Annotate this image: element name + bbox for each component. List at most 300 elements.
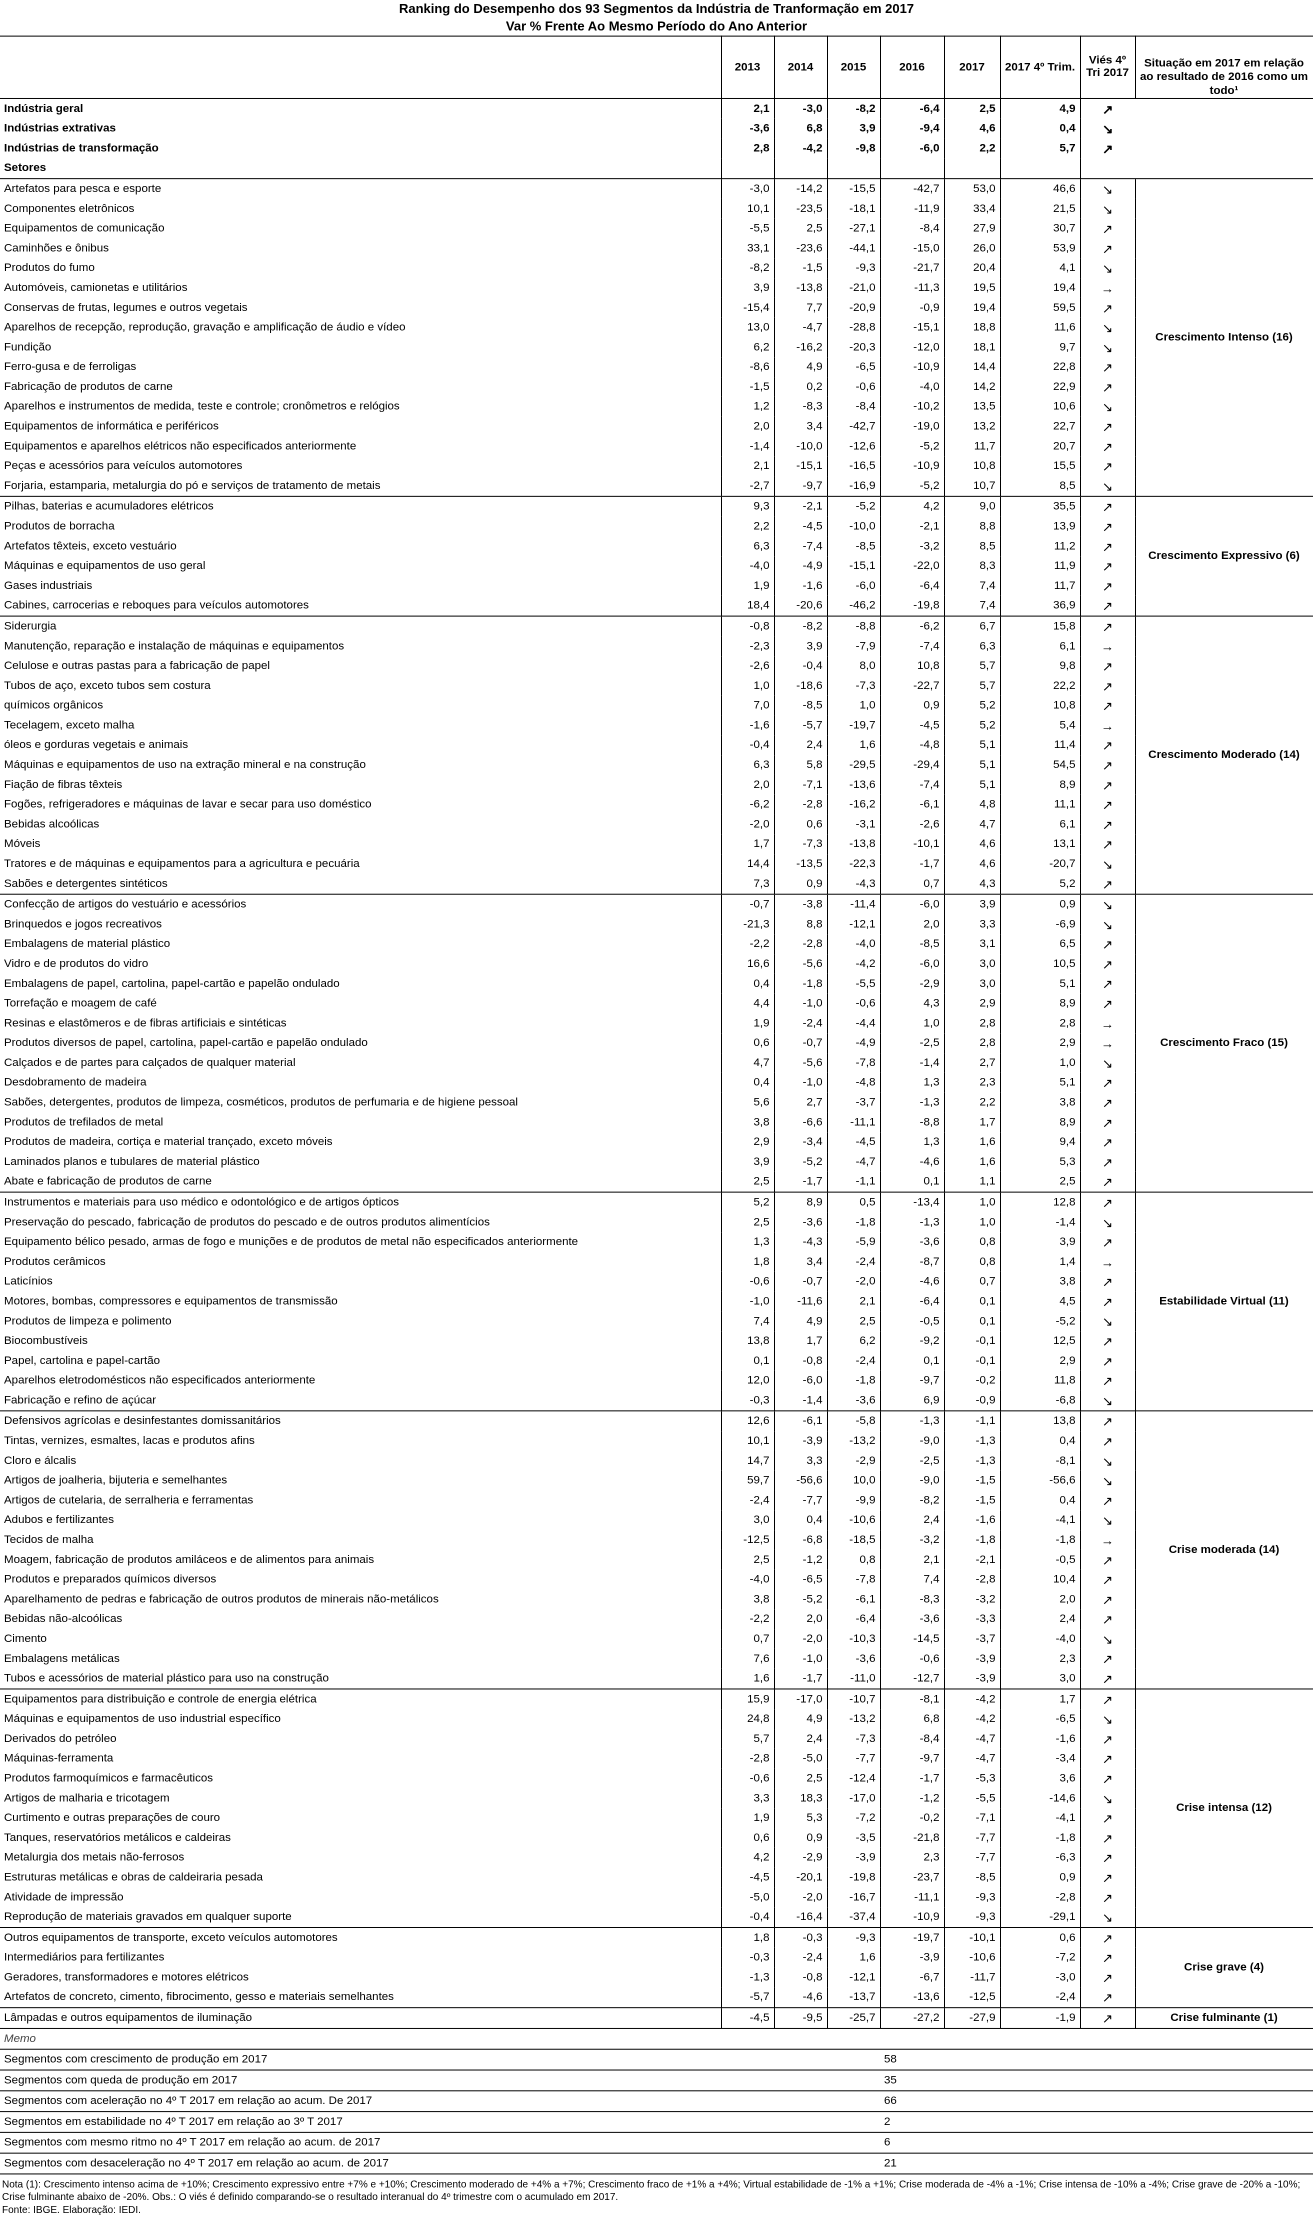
value-cell: -3,8 [774, 894, 827, 914]
value-cell: -1,7 [880, 1769, 944, 1789]
value-cell: 0,7 [880, 874, 944, 894]
report-title: Ranking do Desempenho dos 93 Segmentos da Indústria de Tranformação em 2017 [398, 0, 915, 16]
value-cell: 5,1 [1000, 1073, 1080, 1093]
table-row [0, 1769, 1313, 1789]
bias-up-icon: ↗ [1080, 755, 1135, 775]
bias-flat-icon: → [1080, 1013, 1135, 1033]
bias-up-icon: ↗ [1080, 1371, 1135, 1391]
value-cell: 1,2 [721, 397, 774, 417]
value-cell: -4,3 [774, 1232, 827, 1252]
value-cell: 3,0 [944, 974, 1000, 994]
value-cell: -1,6 [1000, 1729, 1080, 1749]
table-row [0, 397, 1313, 417]
value-cell: -4,6 [880, 1272, 944, 1292]
table-row [0, 1491, 1313, 1511]
bias-up-icon: ↗ [1080, 1729, 1135, 1749]
value-cell: -1,1 [827, 1172, 880, 1192]
table-row [0, 775, 1313, 795]
table-row [0, 795, 1313, 815]
table-row [0, 1431, 1313, 1451]
aggregate-row [0, 119, 1313, 139]
value-cell: -20,3 [827, 337, 880, 357]
value-cell: -7,7 [944, 1848, 1000, 1868]
value-cell: 3,0 [944, 954, 1000, 974]
value-cell: 1,0 [944, 1212, 1000, 1232]
segment-name: Pilhas, baterias e acumuladores elétricos [0, 496, 721, 516]
table-row [0, 1033, 1313, 1053]
segment-name: Componentes eletrônicos [4, 202, 135, 215]
summary-label: Segmentos com crescimento de produção em 2017 [0, 2049, 880, 2070]
value-cell: 54,5 [1000, 755, 1080, 775]
value-cell: -0,5 [1000, 1550, 1080, 1570]
value-cell: -6,0 [880, 954, 944, 974]
bias-down-icon: ↘ [1080, 1788, 1135, 1808]
value-cell: -19,8 [827, 1868, 880, 1888]
value-cell: 5,1 [1000, 974, 1080, 994]
value-cell: -2,3 [721, 636, 774, 656]
value-cell: -9,3 [944, 1887, 1000, 1907]
bias-up-icon: ↗ [1080, 377, 1135, 397]
value-cell: -6,1 [827, 1590, 880, 1610]
value-cell: -0,3 [774, 1928, 827, 1948]
value-cell: -22,7 [880, 676, 944, 696]
bias-up-icon: ↗ [1080, 239, 1135, 259]
value-cell: -5,7 [774, 716, 827, 736]
value-cell: -8,4 [880, 219, 944, 239]
bias-up-icon: ↗ [1080, 656, 1135, 676]
value-cell: 1,6 [721, 1669, 774, 1689]
value-cell: -9,3 [827, 258, 880, 278]
value-cell: -0,4 [721, 735, 774, 755]
value-cell: -14,5 [880, 1629, 944, 1649]
empty-cell [944, 2049, 1313, 2070]
value-cell: 6,3 [944, 636, 1000, 656]
value-cell: 10,5 [1000, 954, 1080, 974]
value-cell: 4,9 [1000, 98, 1080, 118]
table-row [0, 1510, 1313, 1530]
bias-up-icon: ↗ [1080, 1749, 1135, 1769]
value-cell: -1,3 [944, 1451, 1000, 1471]
value-cell: -4,4 [827, 1013, 880, 1033]
value-cell: -10,1 [944, 1928, 1000, 1948]
value-cell: -0,1 [944, 1331, 1000, 1351]
value-cell: -0,6 [721, 1272, 774, 1292]
value-cell: -5,5 [721, 219, 774, 239]
table-row [0, 815, 1313, 835]
value-cell: -2,9 [880, 974, 944, 994]
value-cell: 2,9 [1000, 1033, 1080, 1053]
summary-row [0, 2091, 1313, 2112]
value-cell: -5,2 [827, 496, 880, 516]
bias-up-icon: ↗ [1080, 1073, 1135, 1093]
segment-name: Equipamentos de comunicação [4, 222, 165, 235]
value-cell: -5,2 [774, 1152, 827, 1172]
segment-name: Papel, cartolina e papel-cartão [4, 1354, 160, 1367]
value-cell: -8,4 [880, 1729, 944, 1749]
segment-name: Fiação de fibras têxteis [4, 778, 123, 791]
value-cell: -10,9 [880, 456, 944, 476]
value-cell: -13,8 [827, 834, 880, 854]
bias-up-icon: ↗ [1080, 1987, 1135, 2007]
bias-up-icon: ↗ [1080, 1669, 1135, 1689]
value-cell: 14,2 [944, 377, 1000, 397]
value-cell: -7,2 [1000, 1948, 1080, 1968]
value-cell: 22,2 [1000, 676, 1080, 696]
value-cell: -5,7 [721, 1987, 774, 2007]
value-cell: -11,6 [774, 1292, 827, 1312]
value-cell: 2,9 [944, 994, 1000, 1014]
value-cell: 6,7 [944, 616, 1000, 636]
value-cell: -16,9 [827, 476, 880, 496]
memo-row [0, 2028, 1313, 2049]
value-cell: -4,5 [721, 2008, 774, 2029]
value-cell: -10,3 [827, 1629, 880, 1649]
value-cell: -1,2 [880, 1788, 944, 1808]
segment-name: Manutenção, reparação e instalação de máquinas e equipamentos [4, 639, 345, 652]
value-cell: 6,5 [1000, 934, 1080, 954]
value-cell: -6,4 [880, 1292, 944, 1312]
table-row [0, 1530, 1313, 1550]
value-cell: 3,8 [721, 1590, 774, 1610]
value-cell: -1,0 [774, 1649, 827, 1669]
value-cell: 24,8 [721, 1709, 774, 1729]
value-cell: -1,7 [880, 854, 944, 874]
value-cell: 6,3 [721, 536, 774, 556]
value-cell: -2,9 [827, 1451, 880, 1471]
value-cell: 2,5 [721, 1212, 774, 1232]
value-cell: -1,7 [774, 1172, 827, 1192]
value-cell: 4,2 [880, 496, 944, 516]
value-cell: -10,2 [880, 397, 944, 417]
value-cell: 10,6 [1000, 397, 1080, 417]
value-cell: -7,1 [944, 1808, 1000, 1828]
segment-name: Lâmpadas e outros equipamentos de iluminação [0, 2008, 721, 2029]
bias-up-icon: ↗ [1080, 139, 1135, 159]
value-cell: -27,2 [880, 2008, 944, 2029]
value-cell: 2,8 [721, 139, 774, 159]
segment-name: Produtos do fumo [4, 261, 95, 274]
value-cell: 10,1 [721, 199, 774, 219]
value-cell: -8,7 [880, 1252, 944, 1272]
value-cell: -3,6 [827, 1391, 880, 1411]
value-cell: -9,7 [880, 1749, 944, 1769]
value-cell: 16,6 [721, 954, 774, 974]
bias-flat-icon: → [1080, 636, 1135, 656]
value-cell: -1,3 [880, 1411, 944, 1431]
value-cell: -21,8 [880, 1828, 944, 1848]
segment-name: Artigos de joalheria, bijuteria e semelhantes [4, 1474, 228, 1487]
value-cell: -1,3 [880, 1212, 944, 1232]
bias-up-icon: ↗ [1080, 1411, 1135, 1431]
value-cell: 11,1 [1000, 795, 1080, 815]
segment-name: Aparelhos e instrumentos de medida, teste e controle; cronômetros e relógios [4, 400, 400, 413]
value-cell: 7,4 [880, 1570, 944, 1590]
segment-name: Ferro-gusa e de ferroligas [4, 360, 137, 373]
value-cell: 6,2 [721, 337, 774, 357]
value-cell: 2,4 [1000, 1609, 1080, 1629]
value-cell: -6,9 [1000, 915, 1080, 935]
value-cell: -29,1 [1000, 1907, 1080, 1927]
bias-up-icon: ↗ [1080, 1232, 1135, 1252]
value-cell: 1,6 [827, 1948, 880, 1968]
value-cell: -2,7 [721, 476, 774, 496]
value-cell: 2,8 [1000, 1013, 1080, 1033]
segment-name: Defensivos agrícolas e desinfestantes domissanitários [0, 1411, 721, 1431]
value-cell: 2,7 [944, 1053, 1000, 1073]
value-cell: -3,9 [880, 1948, 944, 1968]
value-cell: 4,3 [880, 994, 944, 1014]
value-cell: -23,6 [774, 239, 827, 259]
value-cell: -13,2 [827, 1709, 880, 1729]
segment-name: Produtos de madeira, cortiça e material trançado, exceto móveis [4, 1135, 333, 1148]
bias-up-icon: ↗ [1080, 2008, 1135, 2029]
segment-name: Instrumentos e materiais para uso médico e odontológico e de artigos ópticos [0, 1192, 721, 1212]
value-cell: 7,4 [944, 596, 1000, 616]
value-cell: 6,3 [721, 755, 774, 775]
value-cell: 4,4 [721, 994, 774, 1014]
memo-label: Memo [0, 2028, 1313, 2049]
value-cell: -13,4 [880, 1192, 944, 1212]
value-cell: -4,8 [827, 1073, 880, 1093]
table-row [0, 1132, 1313, 1152]
value-cell: -2,8 [774, 934, 827, 954]
value-cell: -1,4 [774, 1391, 827, 1411]
value-cell: -12,1 [827, 1968, 880, 1988]
value-cell: 30,7 [1000, 219, 1080, 239]
bias-up-icon: ↗ [1080, 735, 1135, 755]
value-cell: -12,4 [827, 1769, 880, 1789]
value-cell: -1,6 [774, 576, 827, 596]
segment-name: Artefatos de concreto, cimento, fibrocimento, gesso e materiais semelhantes [4, 1990, 394, 2003]
value-cell: -5,2 [880, 436, 944, 456]
value-cell: -29,5 [827, 755, 880, 775]
value-cell: 5,7 [721, 1729, 774, 1749]
value-cell: -11,1 [827, 1112, 880, 1132]
value-cell: -3,0 [721, 179, 774, 199]
table-row [0, 436, 1313, 456]
segment-name: Tintas, vernizes, esmaltes, lacas e produtos afins [4, 1434, 255, 1447]
table-row [0, 2008, 1313, 2029]
value-cell: 3,3 [774, 1451, 827, 1471]
table-row [0, 239, 1313, 259]
value-cell: -4,7 [774, 318, 827, 338]
value-cell: 0,5 [827, 1192, 880, 1212]
value-cell: -1,8 [944, 1530, 1000, 1550]
value-cell: -2,5 [880, 1451, 944, 1471]
value-cell: -0,3 [721, 1391, 774, 1411]
value-cell: 0,4 [1000, 1491, 1080, 1511]
value-cell: -13,6 [827, 775, 880, 795]
value-cell: -4,2 [774, 139, 827, 159]
segment-name: Tubos de aço, exceto tubos sem costura [4, 679, 211, 692]
value-cell: 5,2 [944, 716, 1000, 736]
value-cell: 5,1 [944, 735, 1000, 755]
segment-name: Intermediários para fertilizantes [4, 1951, 165, 1964]
bias-up-icon: ↗ [1080, 1331, 1135, 1351]
segment-name: Confecção de artigos do vestuário e acessórios [0, 894, 721, 914]
value-cell: -6,6 [774, 1112, 827, 1132]
value-cell: 20,7 [1000, 436, 1080, 456]
table-row [0, 1292, 1313, 1312]
value-cell: 14,7 [721, 1451, 774, 1471]
value-cell: -12,7 [880, 1669, 944, 1689]
value-cell: 6,1 [1000, 636, 1080, 656]
value-cell: 36,9 [1000, 596, 1080, 616]
value-cell: -3,0 [774, 98, 827, 118]
value-cell: -18,6 [774, 676, 827, 696]
segment-name: Tratores e de máquinas e equipamentos para a agricultura e pecuária [4, 857, 360, 870]
table-row [0, 1828, 1313, 1848]
value-cell: 4,9 [774, 357, 827, 377]
col-header: 2015 [827, 36, 880, 98]
bias-up-icon: ↗ [1080, 994, 1135, 1014]
value-cell: -9,7 [880, 1371, 944, 1391]
table-row [0, 656, 1313, 676]
bias-down-icon: ↘ [1080, 1451, 1135, 1471]
bias-up-icon: ↗ [1080, 1868, 1135, 1888]
value-cell: -0,2 [944, 1371, 1000, 1391]
value-cell: 6,8 [774, 119, 827, 139]
value-cell: -7,7 [944, 1828, 1000, 1848]
value-cell: 8,9 [1000, 994, 1080, 1014]
value-cell: 2,1 [721, 98, 774, 118]
value-cell: 1,8 [721, 1928, 774, 1948]
bias-up-icon: ↗ [1080, 576, 1135, 596]
segment-name: Atividade de impressão [4, 1890, 124, 1903]
value-cell: 8,9 [1000, 1112, 1080, 1132]
value-cell: -6,4 [880, 576, 944, 596]
table-row [0, 1311, 1313, 1331]
value-cell: 3,8 [721, 1112, 774, 1132]
value-cell: -15,5 [827, 179, 880, 199]
table-row [0, 874, 1313, 894]
value-cell: -1,8 [827, 1371, 880, 1391]
value-cell: 3,0 [1000, 1669, 1080, 1689]
table-row [0, 1172, 1313, 1192]
value-cell: 4,7 [944, 815, 1000, 835]
value-cell: 3,3 [944, 915, 1000, 935]
segment-name: Automóveis, camionetas e utilitários [4, 281, 188, 294]
value-cell: -13,6 [880, 1987, 944, 2007]
value-cell: -5,5 [944, 1788, 1000, 1808]
aggregate-row [0, 139, 1313, 159]
value-cell: -4,7 [944, 1729, 1000, 1749]
value-cell: 0,4 [774, 1510, 827, 1530]
segment-name: Cabines, carrocerias e reboques para veículos automotores [4, 599, 309, 612]
value-cell: -6,2 [880, 616, 944, 636]
segment-name: Embalagens de material plástico [4, 937, 171, 950]
value-cell: -20,6 [774, 596, 827, 616]
bias-up-icon: ↗ [1080, 436, 1135, 456]
value-cell: -3,2 [880, 1530, 944, 1550]
empty-cell [944, 2132, 1313, 2153]
segment-name: Produtos de limpeza e polimento [4, 1314, 172, 1327]
value-cell: -3,9 [774, 1431, 827, 1451]
value-cell: -6,0 [880, 894, 944, 914]
value-cell: -19,7 [880, 1928, 944, 1948]
value-cell: -2,1 [944, 1550, 1000, 1570]
bias-up-icon: ↗ [1080, 616, 1135, 636]
value-cell: 5,4 [1000, 716, 1080, 736]
value-cell: -8,2 [721, 258, 774, 278]
value-cell: 1,3 [880, 1073, 944, 1093]
value-cell: -1,1 [944, 1411, 1000, 1431]
bias-up-icon: ↗ [1080, 1968, 1135, 1988]
table-row [0, 1451, 1313, 1471]
segment-name: Indústria geral [0, 98, 721, 118]
value-cell: 10,4 [1000, 1570, 1080, 1590]
ranking-table [0, 36, 1313, 2174]
bias-down-icon: ↘ [1080, 397, 1135, 417]
table-row [0, 1272, 1313, 1292]
value-cell: -2,0 [827, 1272, 880, 1292]
source-text: Fonte: IBGE. Elaboração: IEDI. [2, 2205, 141, 2217]
value-cell: -8,8 [827, 616, 880, 636]
bias-up-icon: ↗ [1080, 1093, 1135, 1113]
value-cell: 0,1 [880, 1351, 944, 1371]
value-cell: -20,9 [827, 298, 880, 318]
value-cell: -1,3 [944, 1431, 1000, 1451]
table-row [0, 696, 1313, 716]
empty-cell [944, 2112, 1313, 2133]
value-cell: -2,8 [774, 795, 827, 815]
value-cell: -8,2 [774, 616, 827, 636]
value-cell: 4,7 [721, 1053, 774, 1073]
value-cell: -6,0 [880, 139, 944, 159]
value-cell: -16,5 [827, 456, 880, 476]
segment-name: Bebidas não-alcoólicas [4, 1612, 123, 1625]
segment-name: Sabões e detergentes sintéticos [4, 877, 168, 890]
value-cell: -6,5 [1000, 1709, 1080, 1729]
segment-name: Equipamentos de informática e periféricos [4, 420, 219, 433]
value-cell: 0,9 [774, 1828, 827, 1848]
value-cell: -22,3 [827, 854, 880, 874]
value-cell: -21,0 [827, 278, 880, 298]
value-cell: 8,0 [827, 656, 880, 676]
value-cell: -5,6 [774, 954, 827, 974]
value-cell: -3,7 [827, 1093, 880, 1113]
value-cell: -3,2 [880, 536, 944, 556]
value-cell: -12,5 [721, 1530, 774, 1550]
table-row [0, 1411, 1313, 1431]
value-cell: 9,3 [721, 496, 774, 516]
value-cell: -1,3 [880, 1093, 944, 1113]
value-cell: -10,6 [944, 1948, 1000, 1968]
value-cell: -1,4 [721, 436, 774, 456]
bias-down-icon: ↘ [1080, 1053, 1135, 1073]
bias-down-icon: ↘ [1080, 258, 1135, 278]
table-row [0, 1073, 1313, 1093]
value-cell: -0,9 [880, 298, 944, 318]
table-row [0, 1749, 1313, 1769]
value-cell: 2,1 [721, 456, 774, 476]
value-cell: -7,4 [774, 536, 827, 556]
table-row [0, 219, 1313, 239]
bias-up-icon: ↗ [1080, 1848, 1135, 1868]
value-cell: 5,1 [944, 755, 1000, 775]
bias-up-icon: ↗ [1080, 676, 1135, 696]
value-cell: 3,4 [774, 417, 827, 437]
value-cell: -11,7 [944, 1968, 1000, 1988]
bias-up-icon: ↗ [1080, 1292, 1135, 1312]
value-cell: 2,8 [944, 1013, 1000, 1033]
situation-label: Crise fulminante (1) [1135, 2008, 1313, 2029]
value-cell: 59,7 [721, 1471, 774, 1491]
value-cell: -3,6 [880, 1232, 944, 1252]
value-cell: -3,9 [827, 1848, 880, 1868]
bias-up-icon: ↗ [1080, 815, 1135, 835]
table-row [0, 1928, 1313, 1948]
